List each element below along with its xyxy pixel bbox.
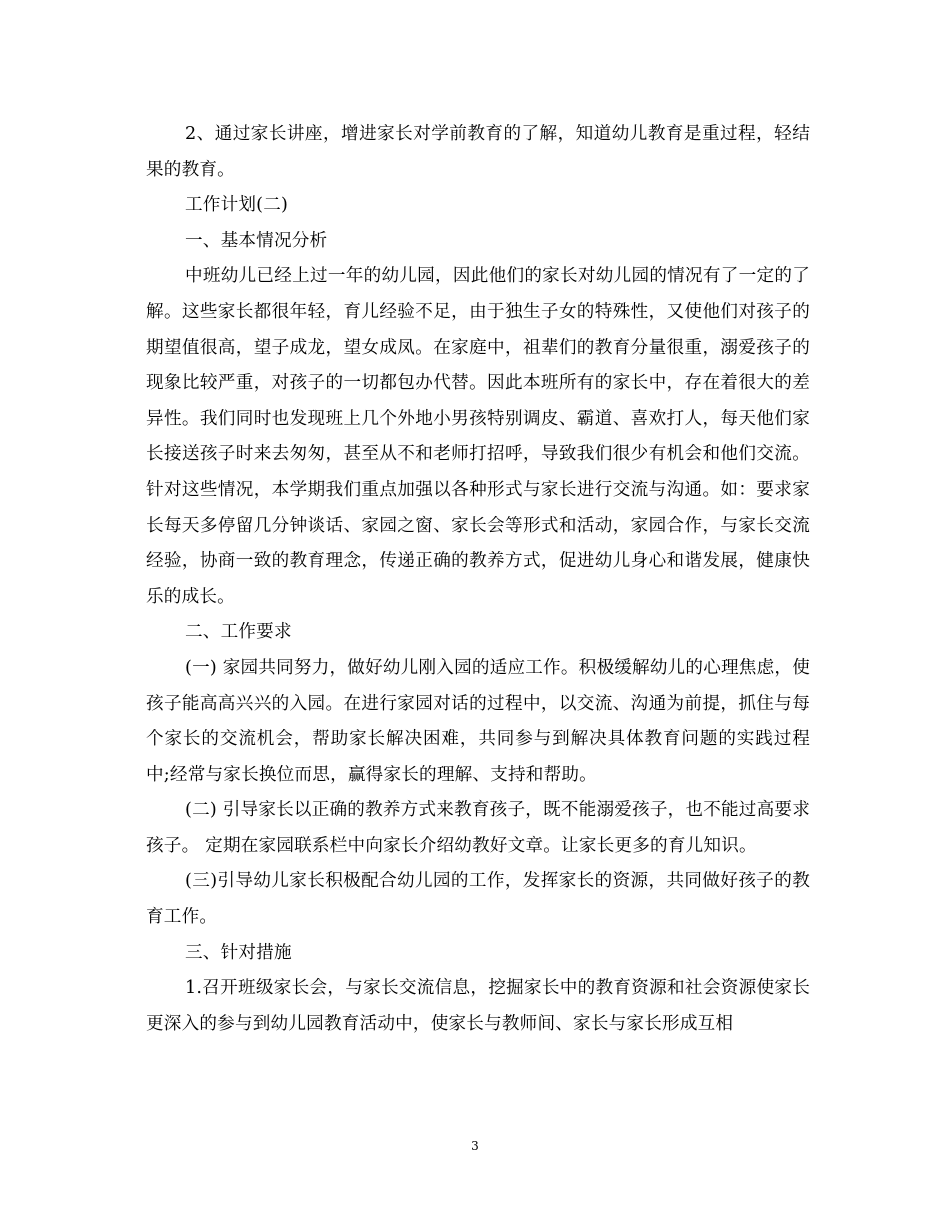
paragraph-lecture-goal: 2、通过家长讲座，增进家长对学前教育的了解，知道幼儿教育是重过程，轻结果的教育。 [146, 124, 810, 180]
page-number: 3 [471, 1139, 479, 1153]
section-title-work-plan-2: 工作计划(二) [185, 195, 289, 216]
heading-measures: 三、针对措施 [185, 942, 292, 963]
paragraph-requirement-3: (三)引导幼儿家长积极配合幼儿园的工作，发挥家长的资源，共同做好孩子的教育工作。 [146, 871, 810, 928]
paragraph-situation-analysis: 中班幼儿已经上过一年的幼儿园，因此他们的家长对幼儿园的情况有了一定的了解。这些家长都很年轻，育儿经验不足，由于独生子女的特殊性，又使他们对孩子的期望值很高，望子成龙，望女成凤。在家庭中，祖辈们的教育分量很重，溺爱孩子的现象比较严重，对孩子的一切都包办代替。因此本班所有的家长中，存在着很大的差异性。我们同时也发现班上几个外地小男孩特别调皮、霸道、喜欢打人，每天他们家长接送孩子时来去匆匆，甚至从不和老师打招呼，导致我们很少有机会和他们交流。针对这些情况，本学期我们重点加强以各种形式与家长进行交流与沟通。如：要求家长每天多停留几分钟谈话、家园之窗、家长会等形式和活动，家园合作，与家长交流经验，协商一致的教育理念，传递正确的教养方式，促进幼儿身心和谐发展，健康快乐的成长。 [146, 266, 810, 607]
heading-work-requirements: 二、工作要求 [185, 622, 292, 643]
paragraph-requirement-2: (二) 引导家长以正确的教养方式来教育孩子，既不能溺爱孩子，也不能过高要求孩子。 定期在家园联系栏中向家长介绍幼教好文章。让家长更多的育儿知识。 [146, 800, 810, 856]
document-body [146, 117, 810, 1042]
heading-basic-situation: 一、基本情况分析 [185, 230, 328, 251]
paragraph-requirement-1: (一) 家园共同努力，做好幼儿刚入园的适应工作。积极缓解幼儿的心理焦虑，使孩子能高高兴兴的入园。在进行家园对话的过程中，以交流、沟通为前提，抓住与每个家长的交流机会，帮助家长解决困难，共同参与到解决具体教育问题的实践过程中;经常与家长换位而思，赢得家长的理解、支持和帮助。 [146, 657, 810, 785]
paragraph-measure-1: 1.召开班级家长会，与家长交流信息，挖掘家长中的教育资源和社会资源使家长更深入的参与到幼儿园教育活动中，使家长与教师间、家长与家长形成互相 [146, 978, 810, 1034]
